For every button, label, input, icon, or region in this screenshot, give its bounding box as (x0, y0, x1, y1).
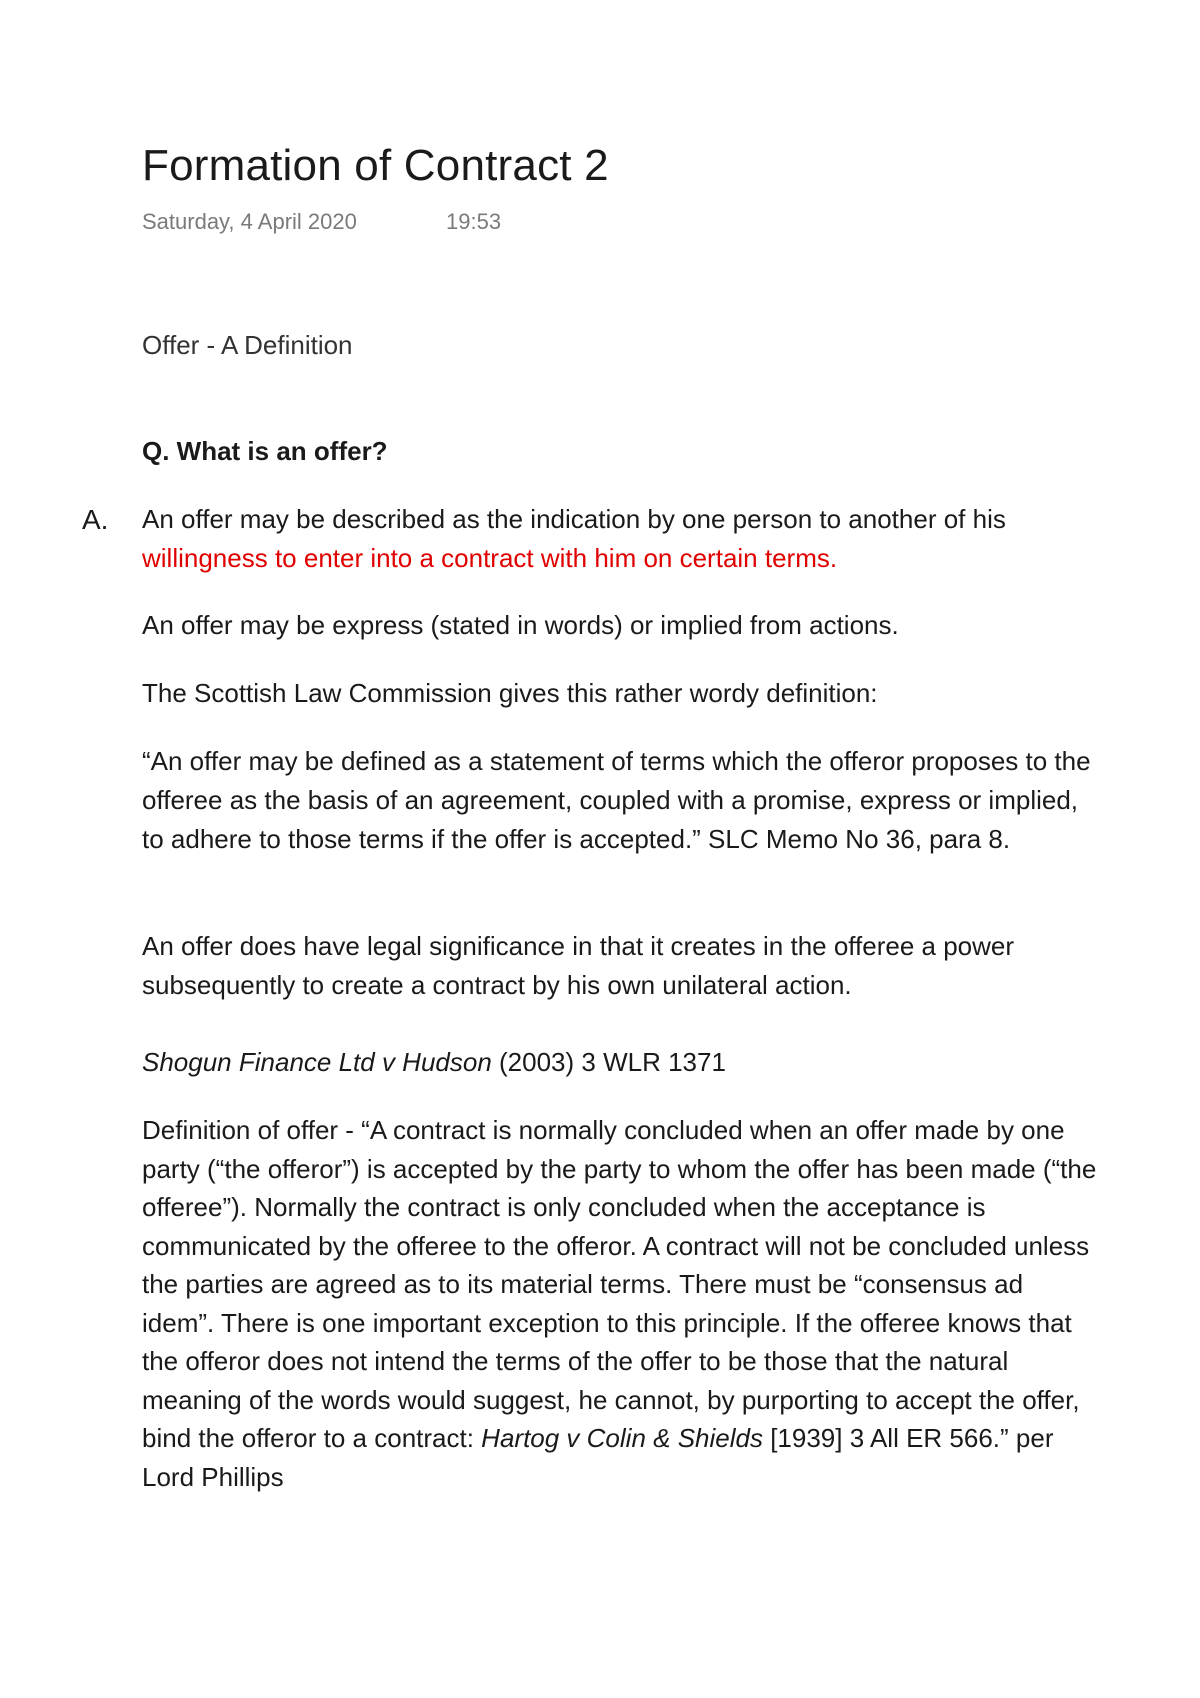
case-name-inline: Hartog v Colin & Shields (481, 1423, 763, 1453)
paragraph-text-end: [1939] 3 All ER 566.” per Lord Phillips (142, 1423, 1054, 1492)
paragraph-text: Definition of offer - “A contract is normally concluded when an offer made by one party (“the offeror”) is accepted by the party to whom the offer has been made (“the offeree”). Normally the contract is only concluded when the acceptance is communicated by the offeree to the offeror. A contract will not be concluded unless the parties are agreed as to its material terms. There must be “consensus ad idem”. There is one important exception to this principle. If the offeree knows that the offeror does not intend the terms of the offer to be those that the natural meaning of the words would suggest, he cannot, by purporting to accept the offer, bind the offeror to a contract: (142, 1115, 1097, 1453)
highlighted-text: willingness to enter into a contract with him on certain terms. (142, 543, 838, 573)
case-reference (142, 1043, 1102, 1082)
answer-label: A. (82, 504, 109, 535)
note-date: Saturday, 4 April 2020 (142, 209, 357, 234)
section-heading: Offer - A Definition (142, 330, 353, 360)
paragraph-slc-quote: “An offer may be defined as a statement of terms which the offeror proposes to the offeree as the basis of an agreement, coupled with a promise, express or implied, to adhere to those terms if the offer is accepted.” SLC Memo No 36, para 8. (142, 746, 1091, 854)
paragraph-definition-quote (142, 1111, 1102, 1496)
question-text: Q. What is an offer? (142, 436, 388, 466)
note-time: 19:53 (446, 209, 502, 234)
paragraph-legal-significance: An offer does have legal significance in that it creates in the offeree a power subsequently to create a contract by his own unilateral action. (142, 931, 1015, 1000)
paragraph-offer-description (142, 500, 1102, 578)
paragraph-express-implied: An offer may be express (stated in words) or implied from actions. (142, 610, 899, 640)
case-name: Shogun Finance Ltd v Hudson (142, 1047, 492, 1077)
case-citation: (2003) 3 WLR 1371 (491, 1047, 726, 1077)
paragraph-text: An offer may be described as the indication by one person to another of his (142, 504, 1006, 534)
page-title: Formation of Contract 2 (142, 141, 609, 190)
paragraph-slc-intro: The Scottish Law Commission gives this rather wordy definition: (142, 678, 878, 708)
